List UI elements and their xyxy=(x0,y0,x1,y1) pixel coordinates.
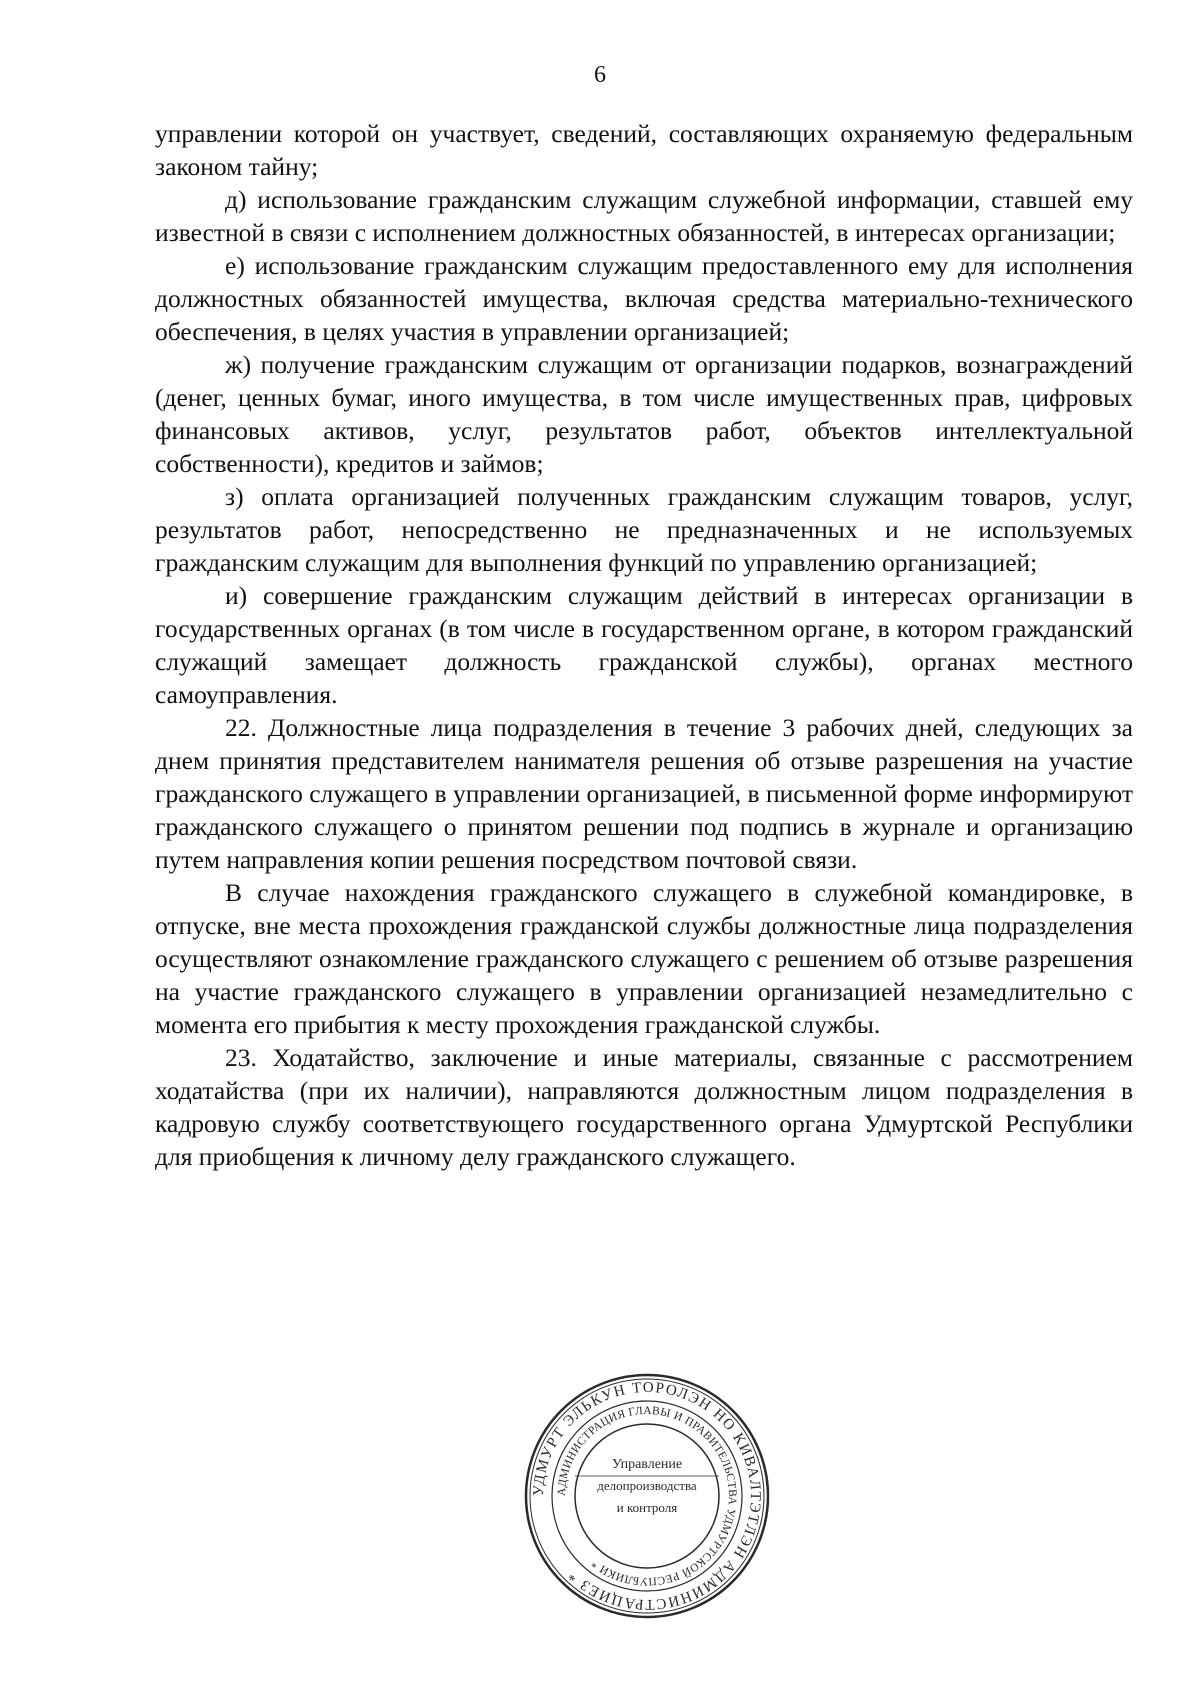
svg-text:АДМИНИСТРАЦИЯ ГЛАВЫ И ПРАВИТЕЛ xyxy=(556,1405,738,1587)
document-body xyxy=(155,117,1133,1173)
paragraph: д) использование гражданским служащим служебной информации, ставшей ему известной в связи с исполнением должностных обязанностей, в интересах организации; xyxy=(155,185,1133,247)
stamp-outer-ring-text: УДМУРТ ЭЛЬКУН ТОРОЛЭН НО КИВАЛТЭТЛЭН АДМИНИСТРАЦИЕЗ * xyxy=(530,1379,764,1613)
paragraph: е) использование гражданским служащим предоставленного ему для исполнения должностных обязанностей имущества, включая средства материально-технического обеспечения, в целях участия в управлении организацией; xyxy=(155,251,1133,346)
stamp-center-line: делопроизводства xyxy=(597,1478,697,1493)
paragraph: 23. Ходатайство, заключение и иные материалы, связанные с рассмотрением ходатайства (при их наличии), направляются должностным лицом подразделения в кадровую службу соответствующего государственного органа Удмуртской Республики для приобщения к личному делу гражданского служащего. xyxy=(155,1043,1133,1171)
paragraph: 22. Должностные лица подразделения в течение 3 рабочих дней, следующих за днем принятия представителем нанимателя решения об отзыве разрешения на участие гражданского служащего в управлении организацией, в письменной форме информируют гражданского служащего о принятом решении под подпись в журнале и организацию путем направления копии решения посредством почтовой связи. xyxy=(155,713,1133,874)
paragraph: з) оплата организацией полученных гражданским служащим товаров, услуг, результатов работ, непосредственно не предназначенных и не используемых гражданским служащим для выполнения функций по управлению организацией; xyxy=(155,482,1133,577)
page-number: 6 xyxy=(594,62,606,88)
stamp-center-line: Управление xyxy=(611,1457,683,1472)
paragraph: и) совершение гражданским служащим действий в интересах организации в государственных органах (в том числе в государственном органе, в котором гражданский служащий замещает должность гражданской службы), органах местного самоуправления. xyxy=(155,581,1133,709)
official-seal-stamp xyxy=(523,1372,771,1620)
paragraph: управлении которой он участвует, сведений, составляющих охраняемую федеральным законом тайну; xyxy=(155,119,1133,181)
paragraph: В случае нахождения гражданского служащего в служебной командировке, в отпуске, вне места прохождения гражданской службы должностные лица подразделения осуществляют ознакомление гражданского служащего с решением об отзыве разрешения на участие гражданского служащего в управлении организацией незамедлительно с момента его прибытия к месту прохождения гражданской службы. xyxy=(155,878,1133,1039)
paragraph: ж) получение гражданским служащим от организации подарков, вознаграждений (денег, ценных бумаг, иного имущества, в том числе имущественных прав, цифровых финансовых активов, услуг, результатов работ, объектов интеллектуальной собственности), кредитов и займов; xyxy=(155,350,1133,478)
stamp-middle-ring-text: АДМИНИСТРАЦИЯ ГЛАВЫ И ПРАВИТЕЛЬСТВА УДМУРТСКОЙ РЕСПУБЛИКИ * xyxy=(555,1404,739,1588)
stamp-center-line: и контроля xyxy=(616,1500,678,1515)
